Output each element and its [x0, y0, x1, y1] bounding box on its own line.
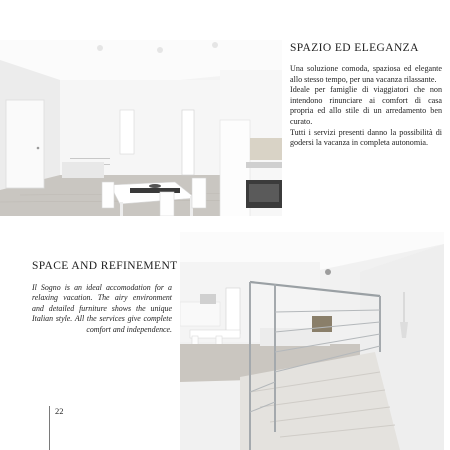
english-heading: SPACE AND REFINEMENT	[32, 260, 178, 272]
italian-paragraph: Ideale per famiglie di viaggiatori che non intendono rinunciare ai comfort di casa propria ed allo stile di un arredamento ben curato.	[290, 85, 442, 126]
italian-paragraph: Tutti i servizi presenti danno la possibilità di godersi la vacanza in completa autonomia.	[290, 127, 442, 148]
english-paragraph: Il Sogno is an ideal accomodation for a relaxing vacation. The airy environment and detailed furniture shows the unique Italian style. All the services give complete comfort and independence.	[32, 283, 172, 334]
italian-heading: SPAZIO ED ELEGANZA	[290, 42, 419, 54]
staircase-photo	[180, 232, 444, 450]
dining-room-photo	[0, 40, 282, 216]
staircase-illustration	[180, 232, 444, 450]
page-number: 22	[55, 406, 64, 416]
italian-paragraph: Una soluzione comoda, spaziosa ed elegante allo stesso tempo, per una vacanza rilassante.	[290, 64, 442, 84]
page-number-rule	[49, 406, 50, 450]
dining-room-illustration	[0, 40, 282, 216]
italian-body	[290, 64, 442, 149]
